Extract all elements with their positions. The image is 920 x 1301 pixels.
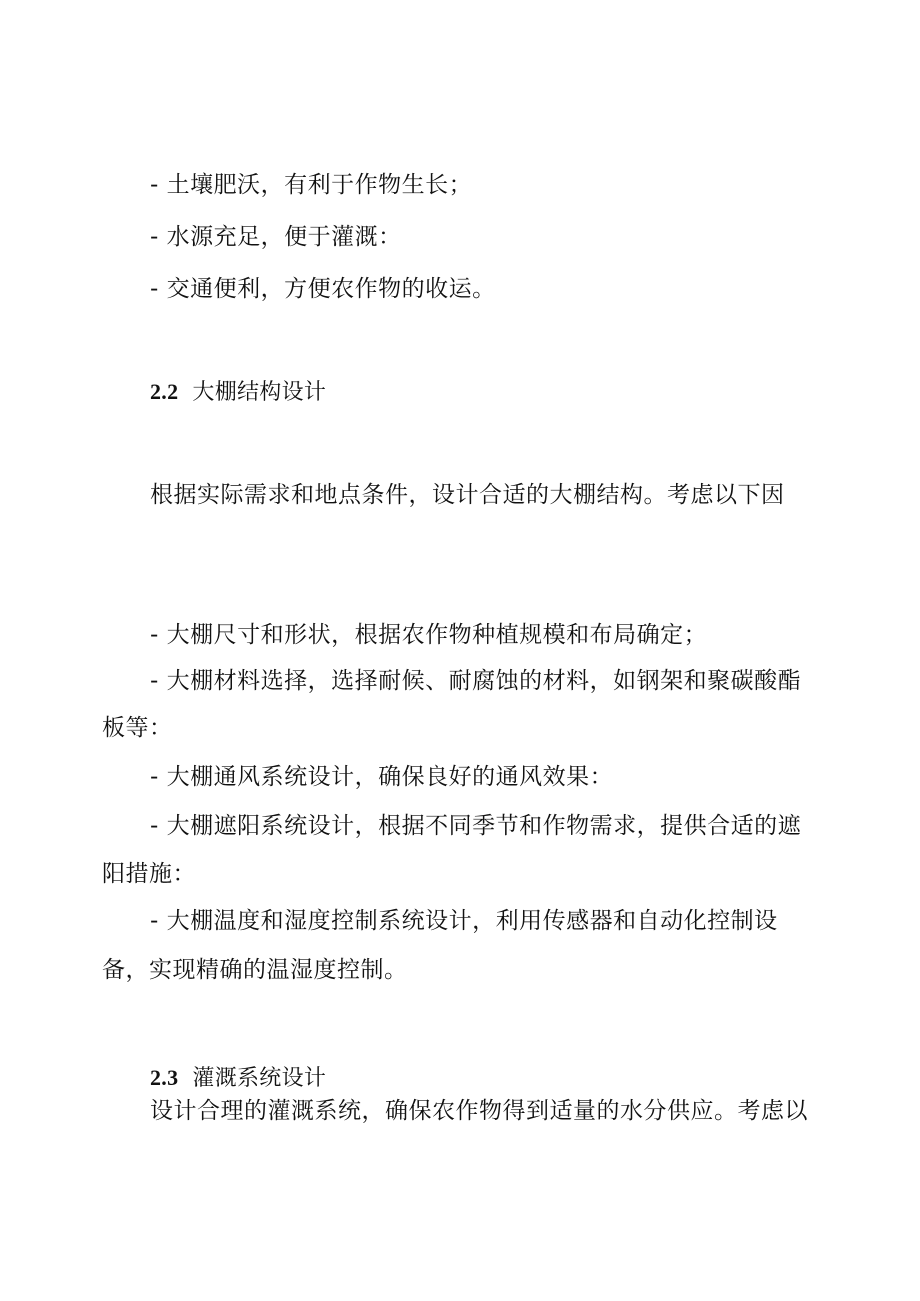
list-item-ventilation: - 大棚通风系统设计，确保良好的通风效果： xyxy=(150,764,614,790)
section-heading-2-2 xyxy=(150,377,326,408)
list-item-climate-cont: 备，实现精确的温湿度控制。 xyxy=(102,957,408,983)
section-intro-2-3: 设计合理的灌溉系统，确保农作物得到适量的水分供应。考虑以 xyxy=(150,1098,808,1124)
section-number: 2.2 xyxy=(150,379,179,404)
section-heading-2-3 xyxy=(150,1063,326,1094)
list-item-shading-cont: 阳措施： xyxy=(102,861,196,887)
list-item-climate: - 大棚温度和湿度控制系统设计，利用传感器和自动化控制设 xyxy=(150,908,778,934)
list-item-material: - 大棚材料选择，选择耐候、耐腐蚀的材料，如钢架和聚碳酸酯 xyxy=(150,668,802,694)
list-item-material-cont: 板等： xyxy=(102,715,173,741)
section-intro-2-2: 根据实际需求和地点条件，设计合适的大棚结构。考虑以下因 xyxy=(150,482,785,508)
section-title: 灌溉系统设计 xyxy=(192,1066,327,1091)
list-item-transport: - 交通便利，方便农作物的收运。 xyxy=(150,276,496,302)
list-item-shading: - 大棚遮阳系统设计，根据不同季节和作物需求，提供合适的遮 xyxy=(150,813,802,839)
list-item-soil: - 土壤肥沃，有利于作物生长； xyxy=(150,172,473,198)
section-number: 2.3 xyxy=(150,1065,179,1090)
section-title: 大棚结构设计 xyxy=(192,380,327,405)
list-item-size: - 大棚尺寸和形状，根据农作物种植规模和布局确定； xyxy=(150,622,708,648)
list-item-water: - 水源充足，便于灌溉： xyxy=(150,224,402,250)
